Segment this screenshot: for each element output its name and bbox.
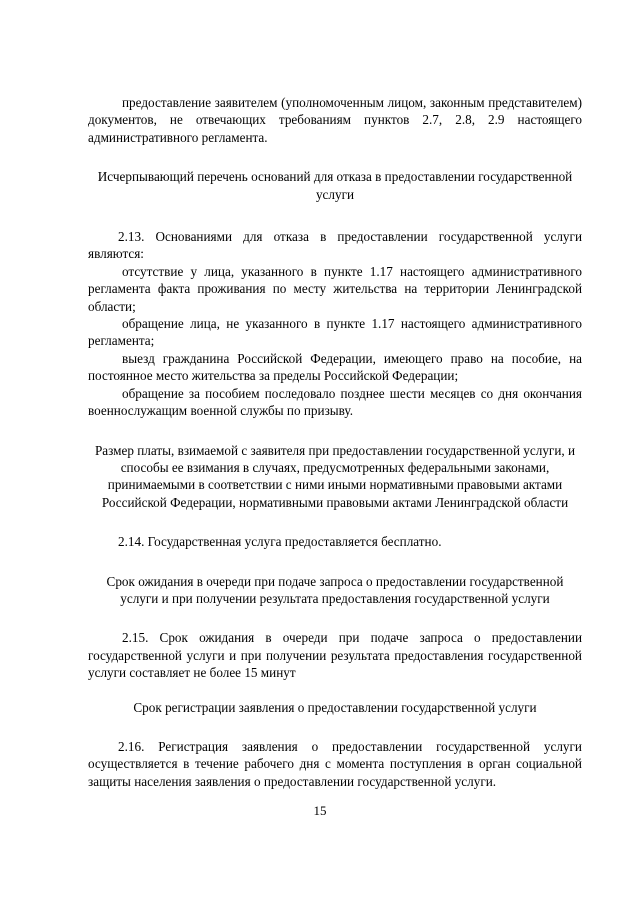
page-number: 15 <box>313 803 327 818</box>
paragraph-2-15: 2.15. Срок ожидания в очереди при подаче запроса о предоставлении государственной услуги и при получении результата предоставления государственной услуги составляет не более 15 минут <box>88 630 582 681</box>
heading-fee: Размер платы, взимаемой с заявителя при предоставлении государственной услуги, и способы ее взимания в случаях, предусмотренных федеральными законами, принимаемыми в соответствии с ними иными нормативными правовыми актами Российской Федерации, нормативными правовыми актами Ленинградской области <box>94 442 576 510</box>
heading-registration-time: Срок регистрации заявления о предоставлении государственной услуги <box>133 699 537 715</box>
paragraph-2-13: 2.13. Основаниями для отказа в предоставлении государственной услуги являются: <box>88 229 582 262</box>
list-item-unauthorized-person: обращение лица, не указанного в пункте 1.17 настоящего административного регламента; <box>88 316 582 349</box>
list-item-late-application: обращение за пособием последовало позднее шести месяцев со дня окончания военнослужащим военной службы по призыву. <box>88 385 582 419</box>
heading-refusal-grounds: Исчерпывающий перечень оснований для отказа в предоставлении государственной услуги <box>97 169 573 202</box>
heading-queue-time: Срок ожидания в очереди при подаче запроса о предоставлении государственной услуги и при получении результата предоставления государственной услуги <box>106 573 564 606</box>
paragraph-2-16: 2.16. Регистрация заявления о предоставлении государственной услуги осуществляется в течение рабочего дня с момента поступления в орган социальной защиты населения заявления о предоставлении государственной услуги. <box>88 738 582 789</box>
list-item-absence-residence: отсутствие у лица, указанного в пункте 1.17 настоящего административного регламента факта проживания по месту жительства на территории Ленинградской области; <box>88 263 582 314</box>
document-page <box>88 94 582 790</box>
paragraph-documents-requirements: предоставление заявителем (уполномоченным лицом, законным представителем) документов, не отвечающих требованиям пунктов 2.7, 2.8, 2.9 настоящего административного регламента. <box>88 95 582 145</box>
list-item-departure-abroad: выезд гражданина Российской Федерации, имеющего право на пособие, на постоянное место жительства за пределы Российской Федерации; <box>88 350 582 384</box>
paragraph-2-14: 2.14. Государственная услуга предоставляется бесплатно. <box>118 534 442 550</box>
